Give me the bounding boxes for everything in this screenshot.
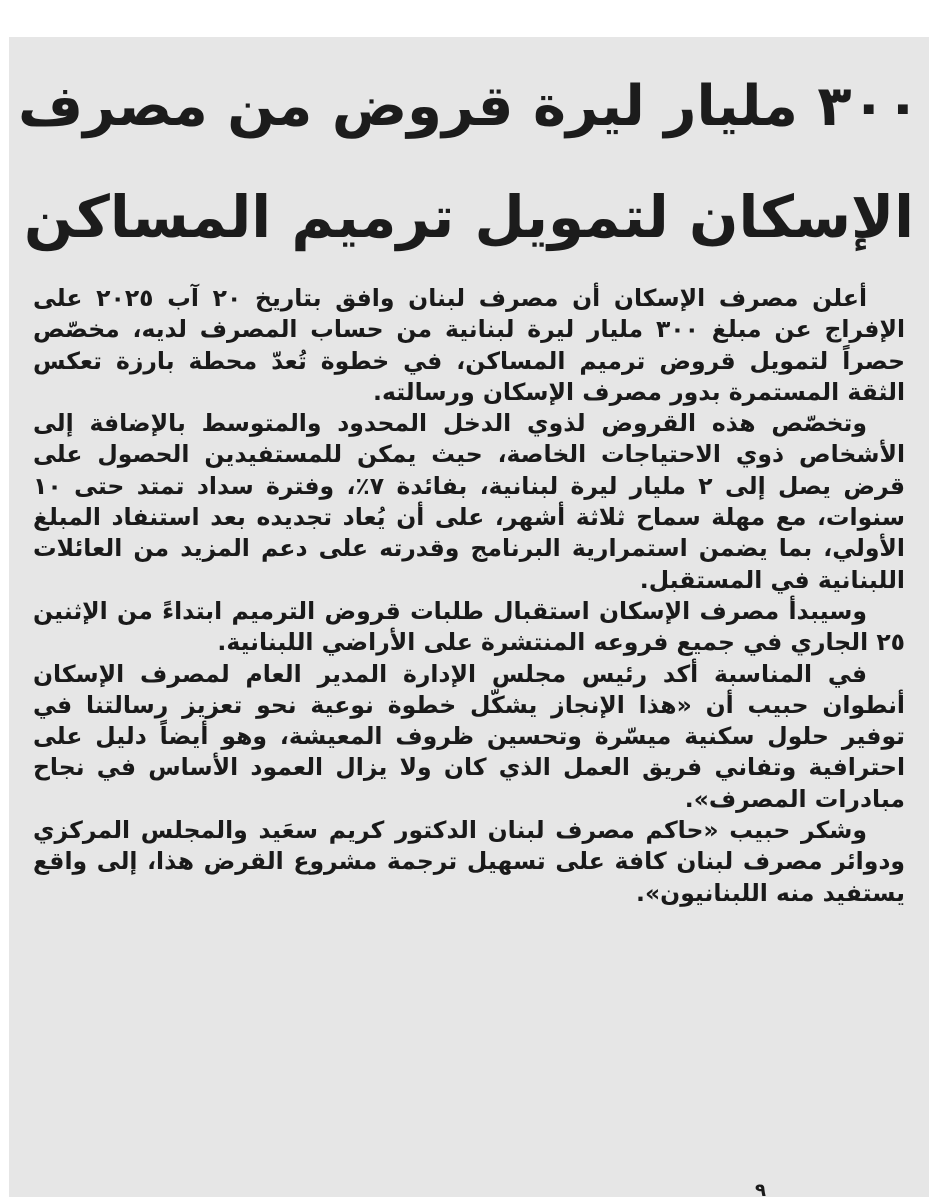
- article-body: [33, 283, 905, 909]
- paragraph-start-date: وسيبدأ مصرف الإسكان استقبال طلبات قروض الترميم ابتداءً من الإثنين ٢٥ الجاري في جميع فروعه المنتشرة على الأراضي اللبنانية.: [33, 596, 905, 657]
- paragraph-director-quote: في المناسبة أكد رئيس مجلس الإدارة المدير العام لمصرف الإسكان أنطوان حبيب أن «هذا الإنجاز يشكّل خطوة نوعية نحو تعزيز رسالتنا في توفير حلول سكنية ميسّرة وتحسين ظروف المعيشة، وهو أيضاً دليل على احترافية وتفاني فريق العمل الذي كان ولا يزال العمود الأساس في نجاح مبادرات المصرف».: [33, 659, 905, 813]
- page-number: ٩: [755, 1180, 766, 1201]
- paragraph-loan-terms: وتخصّص هذه القروض لذوي الدخل المحدود والمتوسط بالإضافة إلى الأشخاص ذوي الاحتياجات الخاصة، حيث يمكن للمستفيدين الحصول على قرض يصل إلى ٢ مليار ليرة لبنانية، بفائدة ٧٪، وفترة سداد تمتد حتى ١٠ سنوات، مع مهلة سماح ثلاثة أشهر، على أن يُعاد تجديده بعد استنفاد المبلغ الأولي، بما يضمن استمرارية البرنامج وقدرته على دعم المزيد من العائلات اللبنانية في المستقبل.: [33, 409, 905, 594]
- paragraph-announcement: أعلن مصرف الإسكان أن مصرف لبنان وافق بتاريخ ٢٠ آب ٢٠٢٥ على الإفراج عن مبلغ ٣٠٠ مليار ليرة لبنانية من حساب المصرف لديه، مخصّص حصراً لتمويل قروض ترميم المساكن، في خطوة تُعدّ محطة بارزة تعكس الثقة المستمرة بدور مصرف الإسكان ورسالته.: [33, 284, 905, 406]
- headline-line-1: ٣٠٠ مليار ليرة قروض من مصرف: [18, 74, 920, 139]
- paragraph-thanks: وشكر حبيب «حاكم مصرف لبنان الدكتور كريم سعَيد والمجلس المركزي ودوائر مصرف لبنان كافة على تسهيل ترجمة مشروع القرض هذا، إلى واقع يستفيد منه اللبنانيون».: [33, 816, 905, 907]
- article-headline: [10, 52, 928, 272]
- cropped-previous-line: [0, 0, 938, 14]
- headline-line-2: الإسكان لتمويل ترميم المساكن: [23, 183, 915, 251]
